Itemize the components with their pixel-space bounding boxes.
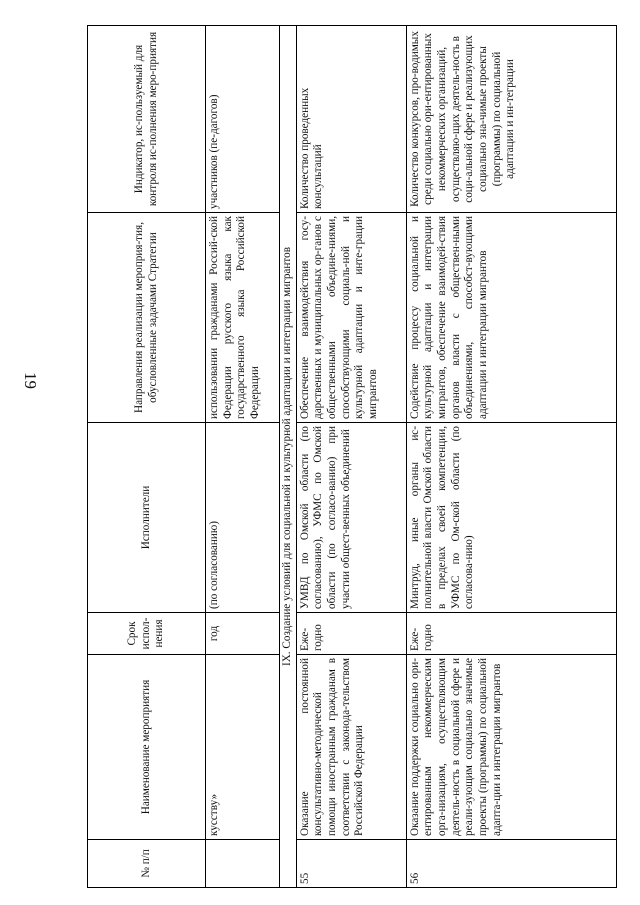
table-row — [296, 26, 406, 888]
measures-table — [87, 25, 617, 888]
continuation-row — [206, 26, 280, 888]
cell-term: Еже-годно — [296, 613, 406, 655]
header-indicator: Индикатор, ис-пользуемый для контроля ис-полнения меро-приятия — [88, 26, 206, 213]
header-term: Срок испол-нения — [88, 613, 206, 655]
table-row — [406, 26, 616, 888]
cell-executors: УМВД по Омской области (по согласованию), УФМС по Омской области (по согласо-ванию) при участии общест-венных объединений — [296, 423, 406, 613]
cell-name: кусству» — [206, 655, 280, 840]
rotated-table-container — [87, 26, 624, 888]
cell-term: Еже-годно — [406, 613, 616, 655]
cell-num: 55 — [296, 840, 406, 888]
header-row — [88, 26, 206, 888]
header-directions: Направления реализации мероприя-тия, обусловленные задачами Стратегии — [88, 213, 206, 423]
section-row — [280, 26, 297, 888]
cell-indicator: Количество конкурсов, про-водимых среди социально ори-ентированных некоммерческих организаций, осуществляю-щих деятель-ность в соци-альной сфере и реализующих социально зна-чимые проекты (программы) по социальной адаптации и ин-теграции — [406, 26, 616, 213]
header-num: № п/п — [88, 840, 206, 888]
cell-indicator: участников (пе-дагогов) — [206, 26, 280, 213]
cell-executors: Минтруд, иные органы ис-полнительной власти Омской области в пределах своей компетенции, УФМС по Ом-ской области (по согласова-нию) — [406, 423, 616, 613]
section-title: IX. Создание условий для социальной и культурной адаптации и интеграции мигрантов — [280, 26, 297, 888]
cell-term: год — [206, 613, 280, 655]
cell-name: Оказание поддержки социально ори-ентированным некоммерческим орга-низациям, осуществляющим деятель-ность в социальной сфере и реали-зующим социально значимые проекты (программы) по социальной адапта-ции и интеграции мигрантов — [406, 655, 616, 840]
cell-directions: Обеспечение взаимодействия госу-дарственных и муниципальных ор-ганов с общественными объедине-ниями, способствующими социаль-ной и культурной адаптации и инте-грации мигрантов — [296, 213, 406, 423]
cell-indicator: Количество проведенных консультаций — [296, 26, 406, 213]
cell-directions: Содействие процессу социальной и культурной адаптации и интеграции мигрантов, обеспечение взаимодей-ствия органов власти с обществен-ными объединениями, способст-вующими адаптации и интеграции мигрантов — [406, 213, 616, 423]
cell-directions: использовании гражданами Россий-ской Федерации русского языка как государственного языка Российской Федерации — [206, 213, 280, 423]
page-number: 19 — [21, 372, 40, 389]
header-name: Наименование мероприятия — [88, 655, 206, 840]
cell-name: Оказание постоянной консультативно-методической помощи иностранным гражданам в соответствии с законода-тельством Российской Федерации — [296, 655, 406, 840]
cell-num — [206, 840, 280, 888]
cell-num: 56 — [406, 840, 616, 888]
cell-executors: (по согласованию) — [206, 423, 280, 613]
header-executors: Исполнители — [88, 423, 206, 613]
